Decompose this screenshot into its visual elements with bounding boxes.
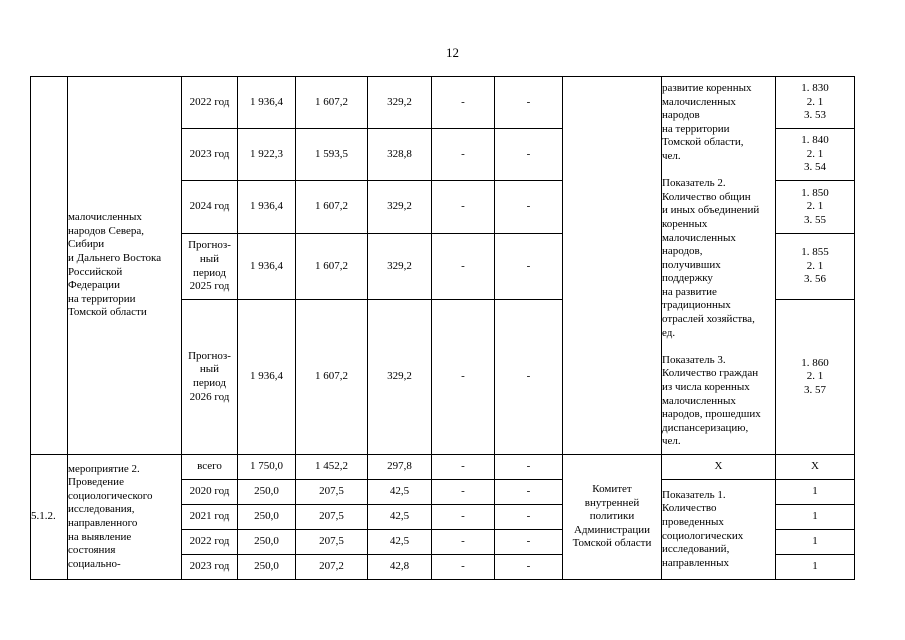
local-cell: - [432, 234, 495, 300]
period-line: Прогноз- [188, 239, 231, 252]
total-cell: 250,0 [238, 505, 296, 530]
activity-name [68, 211, 181, 320]
regional-cell: 42,5 [368, 480, 432, 505]
other-cell: - [495, 505, 563, 530]
regional-cell: 329,2 [368, 300, 432, 455]
indicator-text [662, 489, 775, 571]
regional-cell: 42,5 [368, 505, 432, 530]
value-cell: 1 [776, 555, 855, 580]
federal-cell: 207,5 [296, 505, 368, 530]
other-cell: - [495, 530, 563, 555]
total-cell: 250,0 [238, 530, 296, 555]
federal-cell: 207,2 [296, 555, 368, 580]
total-cell: 1 922,3 [238, 129, 296, 181]
value-cell: 1 [776, 530, 855, 555]
executor-cell [563, 77, 662, 455]
regional-cell: 329,2 [368, 234, 432, 300]
indicator-code-cell [776, 77, 855, 129]
executor-line: Комитет [592, 483, 632, 496]
indicator-line: чел. [662, 149, 681, 162]
paragraph-gap [662, 340, 775, 354]
indicator-line: из числа коренных [662, 381, 750, 394]
indicator-line: Показатель 3. [662, 353, 726, 366]
federal-cell: 1 607,2 [296, 181, 368, 234]
other-cell: - [495, 480, 563, 505]
indicator-code-line: 3. 56 [804, 273, 826, 286]
total-cell: 250,0 [238, 480, 296, 505]
other-cell: - [495, 300, 563, 455]
indicator-line: на территории [662, 122, 730, 135]
executor-cell [563, 455, 662, 580]
indicator-code-cell [776, 234, 855, 300]
code-cell: 5.1.2. [31, 455, 68, 580]
federal-cell: 1 607,2 [296, 234, 368, 300]
period-cell [182, 181, 238, 234]
federal-cell: 1 593,5 [296, 129, 368, 181]
local-cell: - [432, 455, 495, 480]
total-cell: 1 750,0 [238, 455, 296, 480]
activity-name-cell [68, 77, 182, 455]
indicator-code-line: 3. 57 [804, 383, 826, 396]
code-cell [31, 77, 68, 455]
indicator-code-line: 1. 855 [801, 246, 829, 259]
indicator-code-line: 2. 1 [806, 147, 824, 160]
activity-name-line: Сибири [68, 238, 105, 251]
indicator-line: проведенных [662, 515, 724, 528]
period-line: 2026 год [189, 390, 230, 403]
executor-line: политики [589, 510, 635, 523]
local-cell: - [432, 480, 495, 505]
local-cell: - [432, 530, 495, 555]
indicator-line: малочисленных [662, 95, 736, 108]
period-line: ный [199, 363, 220, 376]
indicator-line: Количество [662, 502, 717, 515]
indicator-line: народов [662, 109, 700, 122]
local-cell: - [432, 555, 495, 580]
table-row [31, 77, 855, 129]
value-cell: 1 [776, 480, 855, 505]
activity-name-line: Федерации [68, 279, 120, 292]
activity-name-line: народов Севера, [68, 224, 144, 237]
indicator-line: малочисленных [662, 231, 736, 244]
period-cell: всего [182, 455, 238, 480]
indicator-line: отраслей хозяйства, [662, 313, 755, 326]
indicator-code-cell [776, 129, 855, 181]
federal-cell: 207,5 [296, 530, 368, 555]
activity-name-line: Проведение [68, 476, 124, 489]
indicator-line: ед. [662, 326, 676, 339]
period-line: 2023 год [189, 147, 230, 160]
activity-name-line: направленного [68, 517, 138, 529]
federal-cell: 207,5 [296, 480, 368, 505]
local-cell: - [432, 129, 495, 181]
activity-name-line: Томской области [68, 306, 147, 319]
regional-cell: 297,8 [368, 455, 432, 480]
indicator-code-line: 1. 850 [801, 186, 829, 199]
period-line: ный [199, 252, 220, 265]
federal-cell: 1 607,2 [296, 77, 368, 129]
indicator-line: коренных [662, 217, 708, 230]
activity-name-line: на выявление [68, 530, 132, 543]
period-cell: 2021 год [182, 505, 238, 530]
other-cell: - [495, 181, 563, 234]
indicator-line: народов, [662, 245, 703, 258]
indicator-code-line: 3. 55 [804, 213, 826, 226]
period-line: 2022 год [189, 95, 230, 108]
indicator-cell [662, 480, 776, 580]
regional-cell: 329,2 [368, 181, 432, 234]
indicator-line: чел. [662, 435, 681, 448]
activity-name-line: исследования, [68, 503, 135, 516]
value-cell: 1 [776, 505, 855, 530]
activity-name-line: мероприятие 2. [68, 462, 140, 475]
executor-line: внутренней [584, 496, 640, 509]
indicator-header-cell: X [662, 455, 776, 480]
page-number: 12 [446, 45, 459, 60]
activity-name-line: малочисленных [68, 211, 142, 224]
indicator-line: Количество граждан [662, 367, 759, 380]
local-cell: - [432, 505, 495, 530]
total-cell: 1 936,4 [238, 77, 296, 129]
regional-cell: 42,5 [368, 530, 432, 555]
indicator-line: направленных [662, 556, 729, 569]
total-cell: 250,0 [238, 555, 296, 580]
period-cell [182, 234, 238, 300]
indicator-line: и иных объединений [662, 204, 760, 217]
regional-cell: 329,2 [368, 77, 432, 129]
indicator-code-line: 1. 840 [801, 134, 829, 147]
activity-name [68, 463, 181, 572]
period-line: Прогноз- [188, 349, 231, 362]
local-cell: - [432, 181, 495, 234]
total-cell: 1 936,4 [238, 234, 296, 300]
executor-name [563, 483, 661, 551]
period-line: 2024 год [189, 200, 230, 213]
federal-cell: 1 452,2 [296, 455, 368, 480]
table-row [31, 455, 855, 480]
indicator-line: малочисленных [662, 394, 736, 407]
indicator-line: на развитие [662, 285, 717, 298]
total-cell: 1 936,4 [238, 300, 296, 455]
period-cell [182, 77, 238, 129]
indicator-code-line: 3. 54 [804, 161, 826, 174]
indicator-code-line: 1. 830 [801, 82, 829, 95]
indicator-line: получивших [662, 258, 721, 271]
period-cell [182, 129, 238, 181]
federal-cell: 1 607,2 [296, 300, 368, 455]
activity-name-cell [68, 455, 182, 580]
indicator-line: традиционных [662, 299, 731, 312]
other-cell: - [495, 77, 563, 129]
activity-name-line: на территории [68, 292, 136, 305]
indicator-line: Показатель 1. [662, 488, 726, 501]
other-cell: - [495, 455, 563, 480]
indicator-line: диспансеризацию, [662, 421, 749, 434]
indicator-text [662, 82, 775, 449]
activity-name-line: и Дальнего Востока [68, 251, 162, 264]
indicator-line: Томской области, [662, 136, 744, 149]
indicator-cell [662, 77, 776, 455]
indicator-line: Показатель 2. [662, 177, 726, 190]
activity-name-line: социально- [68, 557, 121, 570]
indicator-code-line: 2. 1 [806, 259, 824, 272]
activity-name-line: Российской [68, 265, 123, 278]
program-table [30, 76, 855, 580]
indicator-line: социологических [662, 529, 744, 542]
period-cell: 2022 год [182, 530, 238, 555]
indicator-code-line: 2. 1 [806, 200, 824, 213]
indicator-line: исследований, [662, 543, 730, 556]
indicator-code-line: 2. 1 [806, 370, 824, 383]
value-cell: X [776, 455, 855, 480]
indicator-code-line: 2. 1 [806, 95, 824, 108]
indicator-code-cell [776, 300, 855, 455]
local-cell: - [432, 300, 495, 455]
indicator-line: поддержку [662, 272, 713, 285]
regional-cell: 328,8 [368, 129, 432, 181]
executor-line: Томской области [572, 537, 652, 550]
period-cell: 2020 год [182, 480, 238, 505]
other-cell: - [495, 234, 563, 300]
period-line: 2025 год [189, 280, 230, 293]
indicator-code-line: 3. 53 [804, 109, 826, 122]
indicator-line: народов, прошедших [662, 408, 761, 421]
activity-name-line: социологического [68, 489, 153, 502]
executor-line: Администрации [573, 523, 651, 536]
other-cell: - [495, 555, 563, 580]
local-cell: - [432, 77, 495, 129]
indicator-code-cell [776, 181, 855, 234]
indicator-line: Количество общин [662, 190, 751, 203]
period-line: период [193, 377, 226, 389]
total-cell: 1 936,4 [238, 181, 296, 234]
regional-cell: 42,8 [368, 555, 432, 580]
other-cell: - [495, 129, 563, 181]
indicator-line: развитие коренных [662, 81, 752, 94]
indicator-code-line: 1. 860 [801, 356, 829, 369]
period-cell [182, 300, 238, 455]
period-line: период [193, 266, 226, 279]
activity-name-line: состояния [68, 544, 116, 557]
paragraph-gap [662, 164, 775, 178]
period-cell: 2023 год [182, 555, 238, 580]
